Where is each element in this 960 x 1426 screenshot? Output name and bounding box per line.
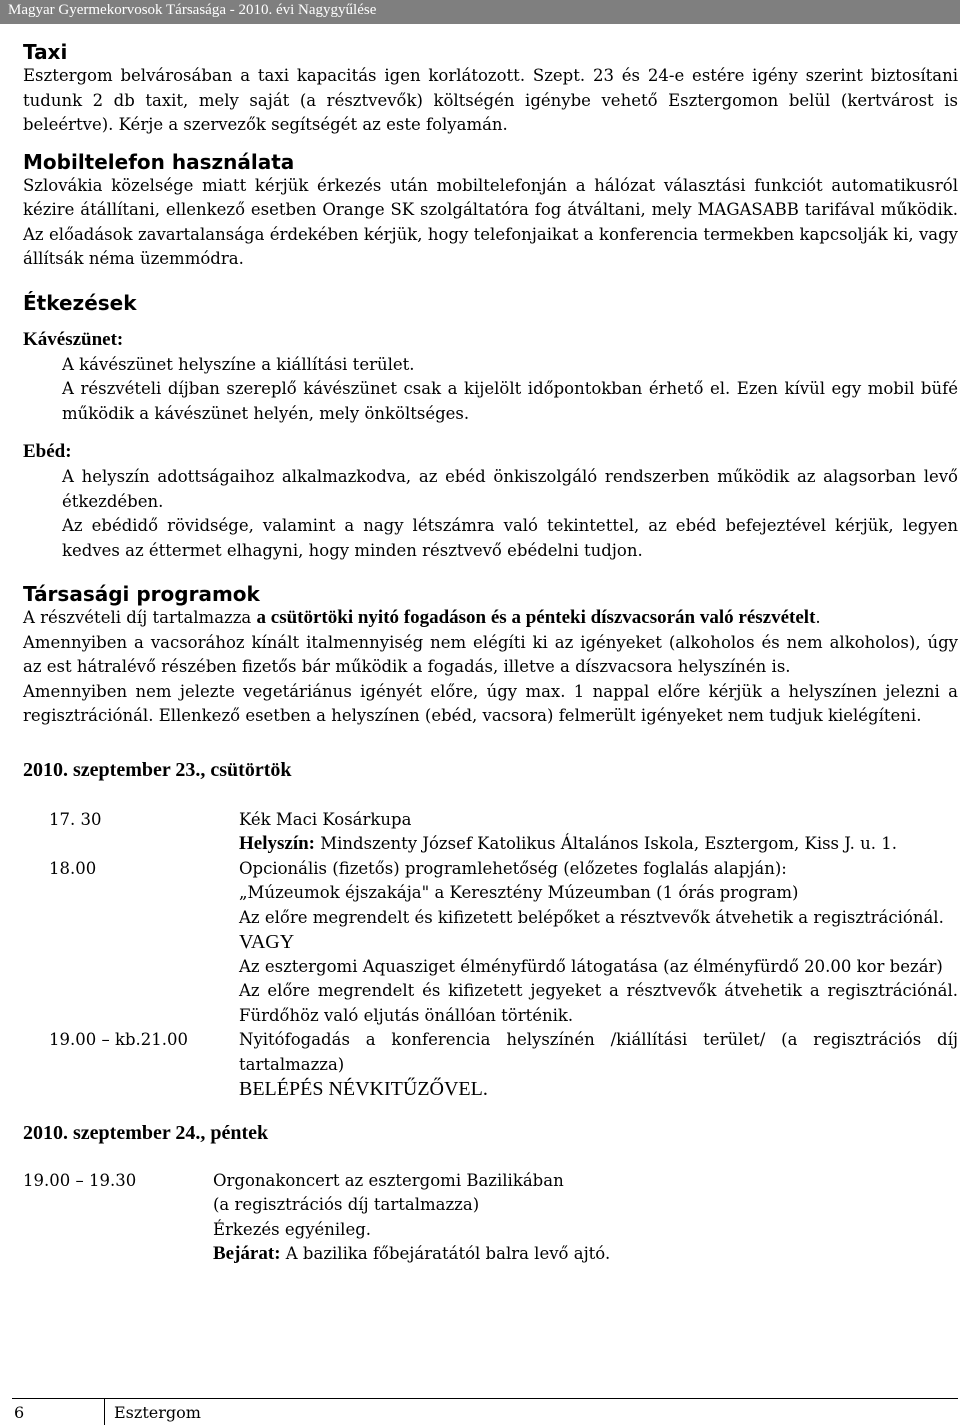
event-location	[239, 832, 958, 857]
event-line: Orgonakoncert az esztergomi Bazilikában	[213, 1170, 564, 1190]
event-desc	[239, 1028, 958, 1102]
footer-town: Esztergom	[114, 1403, 201, 1422]
social-line-1-prefix: A részvételi díj tartalmazza	[23, 608, 257, 627]
social-heading: Társasági programok	[23, 582, 260, 606]
event-or: VAGY	[239, 931, 295, 953]
event-desc	[239, 808, 958, 857]
social-line-1	[23, 606, 958, 631]
lunch-line-1: A helyszín adottságaihoz alkalmazkodva, az ebéd önkiszolgáló rendszerben működik az alagsorban levő étkezdében.	[62, 467, 958, 511]
schedule-row	[49, 1028, 958, 1102]
social-line-2: Amennyiben a vacsorához kínált italmennyiség nem elégíti ki az igényeket (alkoholos és nem alkoholos), úgy az est hátralévő részében fizetős bár működik a fogadás, illetve a díszvacsora helyszínén is.	[23, 632, 958, 676]
event-time: 19.00 – 19.30	[23, 1170, 137, 1190]
event-time: 18.00	[49, 858, 97, 878]
day1-heading: 2010. szeptember 23., csütörtök	[23, 758, 292, 781]
location-value: Mindszenty József Katolikus Általános Iskola, Esztergom, Kiss J. u. 1.	[315, 834, 897, 853]
page-number: 6	[14, 1403, 25, 1422]
day2-schedule	[23, 1169, 958, 1267]
event-desc	[239, 857, 958, 1029]
meals-heading: Étkezések	[23, 290, 137, 315]
footer-divider	[104, 1399, 105, 1425]
event-line: „Múzeumok éjszakája" a Keresztény Múzeumban (1 órás program)	[239, 883, 799, 902]
entrance-label: Bejárat:	[213, 1243, 281, 1264]
schedule-row	[49, 857, 958, 1029]
coffee-line-2: A részvételi díjban szereplő kávészünet csak a kijelölt időpontokban érhető el. Ezen kívül egy mobil büfé működik a kávészünet helyén, mely önköltséges.	[62, 379, 958, 423]
event-time: 19.00 – kb.21.00	[49, 1030, 189, 1049]
taxi-heading: Taxi	[23, 40, 68, 64]
schedule-row	[23, 1169, 958, 1267]
page-content	[23, 40, 958, 1267]
event-line: Az előre megrendelt és kifizetett belépőket a résztvevők átvehetik a regisztrációnál.	[239, 907, 944, 927]
event-note: BELÉPÉS NÉVKITŰZŐVEL.	[239, 1078, 488, 1100]
social-line-1-suffix: .	[815, 608, 821, 627]
event-title: Kék Maci Kosárkupa	[239, 809, 412, 829]
event-line: Érkezés egyénileg.	[213, 1219, 372, 1239]
day1-schedule	[23, 808, 958, 1102]
event-line: Az esztergomi Aquasziget élményfürdő látogatása (az élményfürdő 20.00 kor bezár)	[239, 956, 943, 976]
event-line: Nyitófogadás a konferencia helyszínén /kiállítási terület/ (a regisztrációs díj tartalmazza)	[239, 1030, 958, 1074]
location-label: Helyszín:	[239, 833, 315, 854]
day2-heading: 2010. szeptember 24., péntek	[23, 1121, 269, 1144]
lunch-heading: Ebéd:	[23, 441, 72, 462]
page-footer	[12, 1398, 958, 1425]
entrance-value: A bazilika főbejáratától balra levő ajtó.	[280, 1244, 611, 1263]
mobile-heading: Mobiltelefon használata	[23, 149, 295, 174]
header-title: Magyar Gyermekorvosok Társasága - 2010. évi Nagygyűlése	[8, 2, 377, 18]
coffee-heading: Kávészünet:	[23, 328, 124, 350]
running-header	[0, 0, 960, 24]
lunch-line-2: Az ebédidő rövidsége, valamint a nagy létszámra való tekintettel, az ebéd befejeztével kérjük, legyen kedves az éttermet elhagyni, hogy minden résztvevő ebédelni tudjon.	[62, 516, 958, 560]
mobile-text: Szlovákia közelsége miatt kérjük érkezés után mobiltelefonján a hálózat választási funkciót automatikusról kézire átállítani, ellenkező esetben Orange SK szolgáltatóra fog átváltani, mely MAGASABB tarifával működik. Az előadások zavartalansága érdekében kérjük, hogy telefonjaikat a konferencia termekben kapcsolják ki, vagy állítsák néma üzemmódra.	[23, 175, 958, 268]
taxi-text: Esztergom belvárosában a taxi kapacitás igen korlátozott. Szept. 23 és 24-e estére igény szerint biztosítani tudunk 2 db taxit, mely saját (a résztvevők) költségén igénybe vehető Esztergomon belül (kertvárost is beleértve). Kérje a szervezők segítségét az este folyamán.	[23, 66, 958, 134]
event-line: Az előre megrendelt és kifizetett jegyeket a résztvevők átvehetik a regisztrációnál. Fürdőhöz való eljutás önállóan történik.	[239, 981, 958, 1025]
event-time: 17. 30	[49, 809, 102, 829]
coffee-line-1: A kávészünet helyszíne a kiállítási terület.	[62, 354, 415, 374]
social-line-1-bold: a csütörtöki nyitó fogadáson és a pénteki díszvacsorán való részvételt	[256, 607, 816, 628]
schedule-row	[49, 808, 958, 857]
event-entrance	[213, 1242, 958, 1267]
social-line-3: Amennyiben nem jelezte vegetáriánus igényét előre, úgy max. 1 nappal előre kérjük a helyszínen jelezni a regisztrációnál. Ellenkező esetben a helyszínen (ebéd, vacsora) felmerült igényeket nem tudjuk kielégíteni.	[23, 681, 958, 725]
event-desc	[213, 1169, 958, 1267]
event-line: (a regisztrációs díj tartalmazza)	[213, 1195, 480, 1214]
event-line: Opcionális (fizetős) programlehetőség (előzetes foglalás alapján):	[239, 858, 787, 878]
